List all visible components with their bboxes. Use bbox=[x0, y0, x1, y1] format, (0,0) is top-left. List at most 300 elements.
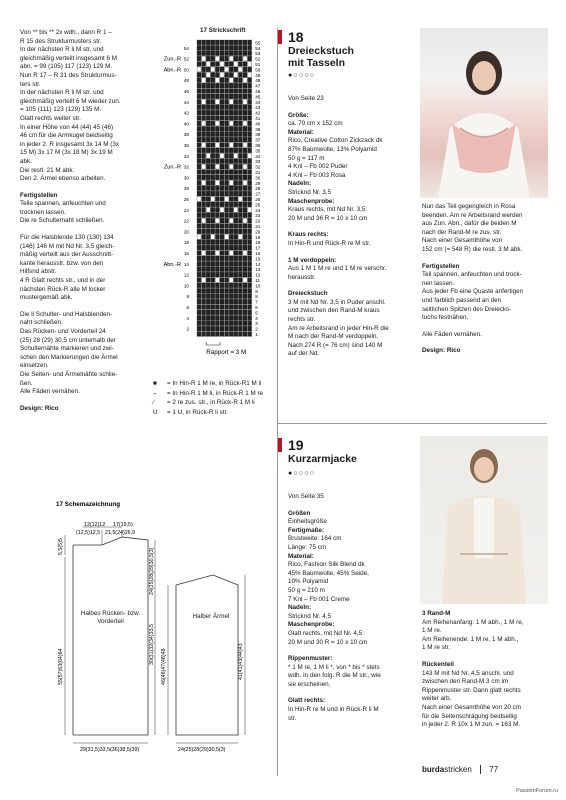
text-line: weiter arb. bbox=[422, 695, 452, 703]
text-line: ca. 70 cm x 152 cm bbox=[288, 120, 343, 128]
section-divider bbox=[277, 423, 547, 424]
chart-cell bbox=[202, 256, 206, 261]
text-line: 10% Polyamid bbox=[288, 578, 329, 586]
chart-cell bbox=[215, 153, 219, 158]
chart-cell bbox=[234, 153, 238, 158]
chart-cell bbox=[248, 164, 252, 169]
chart-cell bbox=[215, 159, 219, 164]
text-line: Maschenprobe: bbox=[288, 621, 335, 629]
chart-cell bbox=[229, 310, 233, 315]
chart-row-number: 48 bbox=[255, 78, 261, 84]
chart-cell bbox=[197, 229, 201, 234]
text-line: Teil spannen, anfeuchten und trock- bbox=[422, 271, 522, 279]
chart-cell bbox=[248, 110, 252, 115]
chart-cell bbox=[225, 240, 229, 245]
chart-cell bbox=[243, 245, 247, 250]
chart-cell bbox=[225, 148, 229, 153]
chart-cell bbox=[206, 137, 210, 142]
text-line bbox=[422, 339, 550, 347]
chart-cell bbox=[234, 62, 238, 67]
chart-cell bbox=[238, 326, 242, 331]
text-line: (25) 28 (29) 30,5 cm unterhalb der bbox=[20, 336, 116, 344]
chart-cell bbox=[234, 283, 238, 288]
chart-cell bbox=[211, 299, 215, 304]
chart-cell bbox=[243, 240, 247, 245]
text-line: Aus 1 M 1 M re und 1 M re verschr. bbox=[288, 265, 387, 273]
chart-cell bbox=[238, 56, 242, 61]
chart-cell bbox=[248, 261, 252, 266]
legend-symbol: – bbox=[153, 389, 157, 397]
chart-row-number: 49 bbox=[255, 72, 261, 78]
chart-cell bbox=[202, 251, 206, 256]
section-19-column-b bbox=[422, 610, 550, 730]
chart-cell bbox=[211, 218, 215, 223]
chart-cell bbox=[225, 278, 229, 283]
chart-cell bbox=[215, 99, 219, 104]
chart-row-number-left: 4 bbox=[186, 315, 189, 321]
chart-cell bbox=[206, 164, 210, 169]
chart-cell bbox=[202, 40, 206, 45]
chart-cell bbox=[243, 288, 247, 293]
chart-cell bbox=[202, 94, 206, 99]
chart-cell bbox=[243, 143, 247, 148]
chart-cell bbox=[225, 224, 229, 229]
legend-text: = In Hin-R 1 M re, in Rück-R1 M li bbox=[167, 380, 262, 387]
column-divider bbox=[277, 28, 278, 776]
schema-vert1: 30(31)32(34)33,5 bbox=[149, 624, 155, 665]
chart-cell bbox=[225, 229, 229, 234]
chart-cell bbox=[206, 105, 210, 110]
chart-cell bbox=[229, 224, 233, 229]
chart-cell bbox=[238, 126, 242, 131]
chart-cell bbox=[225, 143, 229, 148]
text-line: Am Reihenanfang: 1 M abh., 1 M re, bbox=[422, 618, 524, 626]
chart-cell bbox=[238, 67, 242, 72]
chart-cell bbox=[238, 159, 242, 164]
text-line bbox=[288, 104, 416, 112]
chart-cell bbox=[225, 89, 229, 94]
chart-cell bbox=[220, 121, 224, 126]
chart-cell bbox=[234, 197, 238, 202]
schema-vert2: 24(25)28(29)30,5(3) bbox=[149, 547, 155, 595]
chart-cell bbox=[197, 110, 201, 115]
text-line: Am Reihenende: 1 M re, 1 M abh., bbox=[422, 635, 519, 643]
chart-row-number-left: 10 bbox=[183, 283, 189, 289]
chart-cell bbox=[197, 78, 201, 83]
chart-cell bbox=[215, 315, 219, 320]
chart-cell bbox=[206, 83, 210, 88]
schema-title: 17 Schemazeichnung bbox=[56, 501, 121, 508]
chart-cell bbox=[197, 283, 201, 288]
chart-cell bbox=[238, 299, 242, 304]
chart-cell bbox=[211, 234, 215, 239]
text-line: herausstr. bbox=[288, 273, 316, 281]
chart-cell bbox=[206, 267, 210, 272]
text-line bbox=[422, 255, 550, 263]
chart-cell bbox=[206, 170, 210, 175]
chart-cell bbox=[229, 197, 233, 202]
chart-cell bbox=[206, 121, 210, 126]
chart-cell bbox=[234, 299, 238, 304]
chart-row-number-left: 46 bbox=[183, 89, 189, 94]
chart-cell bbox=[211, 164, 215, 169]
chart-cell bbox=[248, 310, 252, 315]
page-footer bbox=[422, 765, 498, 774]
chart-cell bbox=[202, 272, 206, 277]
chart-cell bbox=[215, 299, 219, 304]
schema-sleeve-left: 46(46)47(48)48 bbox=[161, 648, 167, 685]
chart-cell bbox=[243, 197, 247, 202]
text-line: Maschenprobe: bbox=[288, 197, 335, 205]
chart-row-number: 8 bbox=[255, 294, 258, 300]
chart-cell bbox=[238, 170, 242, 175]
chart-cell bbox=[206, 175, 210, 180]
chart-cell bbox=[202, 126, 206, 131]
chart-cell bbox=[211, 261, 215, 266]
chart-cell bbox=[211, 224, 215, 229]
text-line: Schulternähte markieren und zwi- bbox=[20, 345, 114, 353]
page-number: 77 bbox=[489, 765, 499, 774]
chart-cell bbox=[243, 256, 247, 261]
text-line: Nach einer Gesamthöhe von bbox=[422, 237, 503, 245]
section-19-column-a bbox=[288, 493, 416, 723]
chart-row-number-left: 26 bbox=[183, 197, 189, 202]
chart-cell bbox=[202, 218, 206, 223]
chart-cell bbox=[238, 191, 242, 196]
chart-cell bbox=[211, 251, 215, 256]
chart-cell bbox=[211, 72, 215, 77]
text-line: auf der Nd. bbox=[288, 350, 320, 358]
chart-cell bbox=[234, 56, 238, 61]
chart-cell bbox=[229, 137, 233, 142]
chart-cell bbox=[238, 202, 242, 207]
chart-cell bbox=[243, 299, 247, 304]
chart-cell bbox=[238, 197, 242, 202]
schema-top2: 17(19,5) bbox=[113, 522, 133, 528]
chart-cell bbox=[234, 72, 238, 77]
chart-cell bbox=[229, 153, 233, 158]
chart-cell bbox=[197, 83, 201, 88]
chart-cell bbox=[225, 305, 229, 310]
chart-cell bbox=[197, 45, 201, 50]
chart-cell bbox=[197, 67, 201, 72]
chart-cell bbox=[243, 121, 247, 126]
chart-row-number: 31 bbox=[255, 170, 261, 175]
chart-cell bbox=[197, 51, 201, 56]
chart-row-number-left: 16 bbox=[183, 251, 189, 256]
chart-cell bbox=[197, 202, 201, 207]
chart-cell bbox=[220, 186, 224, 191]
chart-cell bbox=[229, 45, 233, 50]
chart-cell bbox=[238, 164, 242, 169]
chart-cell bbox=[215, 202, 219, 207]
chart-cell bbox=[211, 283, 215, 288]
chart-cell bbox=[248, 72, 252, 77]
chart-cell bbox=[238, 283, 242, 288]
text-line: 20 M und 30 R = 10 x 10 cm bbox=[288, 638, 368, 646]
chart-cell bbox=[206, 256, 210, 261]
chart-cell bbox=[197, 213, 201, 218]
chart-cell bbox=[229, 305, 233, 310]
chart-cell bbox=[229, 83, 233, 88]
chart-cell bbox=[220, 164, 224, 169]
text-line: und farblich passend an den bbox=[422, 296, 502, 304]
chart-cell bbox=[211, 89, 215, 94]
chart-cell bbox=[215, 180, 219, 185]
chart-cell bbox=[243, 83, 247, 88]
chart-row-number: 43 bbox=[255, 105, 261, 111]
chart-cell bbox=[215, 78, 219, 83]
chart-cell bbox=[197, 191, 201, 196]
schema-left2: 55(57)63(64)64 bbox=[58, 648, 64, 685]
chart-cell bbox=[238, 251, 242, 256]
chart-row-number-left: 24 bbox=[183, 207, 189, 213]
chart-cell bbox=[211, 315, 215, 320]
text-line: Nach einer Gesamthöhe von 20 cm bbox=[422, 703, 522, 711]
chart-cell bbox=[225, 126, 229, 131]
text-line: 1 M re str. bbox=[422, 644, 450, 652]
chart-cell bbox=[243, 132, 247, 137]
text-line: 7 Knl – Fb 001 Creme bbox=[288, 595, 350, 603]
chart-cell bbox=[197, 240, 201, 245]
chart-cell bbox=[211, 240, 215, 245]
chart-row-number: 44 bbox=[255, 99, 261, 105]
chart-row-number: 55 bbox=[255, 40, 261, 46]
chart-cell bbox=[234, 126, 238, 131]
chart-cell bbox=[225, 267, 229, 272]
text-line: Größe: bbox=[288, 111, 309, 119]
chart-cell bbox=[206, 94, 210, 99]
chart-cell bbox=[225, 83, 229, 88]
chart-cell bbox=[234, 251, 238, 256]
chart-cell bbox=[243, 326, 247, 331]
chart-cell bbox=[202, 267, 206, 272]
chart-cell bbox=[229, 218, 233, 223]
chart-cell bbox=[202, 229, 206, 234]
chart-cell bbox=[248, 126, 252, 131]
chart-cell bbox=[238, 51, 242, 56]
chart-row-number-left: 52 bbox=[183, 56, 189, 62]
chart-row-number: 47 bbox=[255, 83, 261, 89]
chart-cell bbox=[206, 261, 210, 266]
chart-cell bbox=[238, 143, 242, 148]
chart-cell bbox=[238, 310, 242, 315]
chart-cell bbox=[215, 197, 219, 202]
chart-cell bbox=[225, 99, 229, 104]
text-line: Kraus rechts, mit Nd Nr. 3,5: bbox=[288, 206, 368, 214]
chart-cell bbox=[211, 170, 215, 175]
text-line: schen den Markierungen die Ärmel bbox=[20, 353, 118, 361]
chart-cell bbox=[243, 251, 247, 256]
chart-cell bbox=[243, 218, 247, 223]
section-18-title-1: Dreieckstuch bbox=[288, 45, 354, 57]
chart-cell bbox=[243, 153, 247, 158]
chart-cell bbox=[215, 305, 219, 310]
chart-row-number: 25 bbox=[255, 202, 261, 208]
chart-cell bbox=[206, 72, 210, 77]
chart-cell bbox=[234, 245, 238, 250]
chart-cell bbox=[225, 294, 229, 299]
chart-cell bbox=[234, 105, 238, 110]
chart-cell bbox=[211, 272, 215, 277]
chart-cell bbox=[238, 89, 242, 94]
chart-row-number-left: 40 bbox=[183, 121, 189, 127]
chart-row-number-left: 14 bbox=[183, 261, 189, 267]
text-line: seitlichen Spitzen des Dreiecks- bbox=[422, 305, 512, 313]
chart-title: 17 Strickschrift bbox=[200, 27, 246, 34]
text-line: 50 g = 210 m bbox=[288, 586, 325, 594]
chart-cell bbox=[229, 283, 233, 288]
chart-row-number: 10 bbox=[255, 283, 261, 289]
chart-cell bbox=[206, 207, 210, 212]
chart-cell bbox=[238, 321, 242, 326]
chart-cell bbox=[211, 229, 215, 234]
chart-row-number: 51 bbox=[255, 62, 261, 67]
chart-cell bbox=[215, 240, 219, 245]
chart-row-number: 50 bbox=[255, 67, 261, 73]
chart-cell bbox=[243, 137, 247, 142]
chart-cell bbox=[234, 94, 238, 99]
chart-cell bbox=[229, 186, 233, 191]
chart-cell bbox=[225, 186, 229, 191]
chart-cell bbox=[229, 126, 233, 131]
chart-cell bbox=[220, 105, 224, 110]
chart-cell bbox=[229, 170, 233, 175]
chart-cell bbox=[215, 326, 219, 331]
chart-cell bbox=[225, 326, 229, 331]
chart-row-number: 36 bbox=[255, 143, 261, 148]
chart-cell bbox=[197, 105, 201, 110]
chart-cell bbox=[234, 315, 238, 320]
chart-cell bbox=[238, 110, 242, 115]
chart-cell bbox=[211, 267, 215, 272]
chart-cell bbox=[206, 191, 210, 196]
chart-cell bbox=[220, 256, 224, 261]
chart-cell bbox=[229, 159, 233, 164]
chart-cell bbox=[225, 137, 229, 142]
section-19-marker bbox=[278, 438, 282, 452]
chart-row-number-left: 8 bbox=[186, 294, 189, 300]
chart-cell bbox=[206, 62, 210, 67]
section-19-title: Kurzarmjacke bbox=[288, 453, 357, 465]
text-line: und zwischen den Rand-M kraus bbox=[288, 307, 380, 315]
chart-cell bbox=[215, 45, 219, 50]
chart-cell bbox=[243, 234, 247, 239]
text-line: Rippenmuster: bbox=[288, 655, 333, 663]
chart-cell bbox=[211, 256, 215, 261]
chart-cell bbox=[225, 132, 229, 137]
chart-cell bbox=[234, 83, 238, 88]
schema-top4: 21,5(24)26,9 bbox=[105, 530, 136, 536]
chart-cell bbox=[225, 251, 229, 256]
chart-cell bbox=[243, 45, 247, 50]
chart-cell bbox=[211, 153, 215, 158]
chart-row-number: 27 bbox=[255, 191, 261, 197]
chart-cell bbox=[243, 105, 247, 110]
chart-cell bbox=[225, 164, 229, 169]
schema-top3: (12,5)12,5 bbox=[76, 530, 101, 536]
text-line: Material: bbox=[288, 552, 314, 560]
chart-cell bbox=[229, 110, 233, 115]
chart-cell bbox=[229, 51, 233, 56]
legend-item bbox=[153, 380, 278, 389]
chart-cell bbox=[197, 153, 201, 158]
chart-cell bbox=[197, 218, 201, 223]
chart-cell bbox=[211, 332, 215, 337]
chart-cell bbox=[197, 245, 201, 250]
chart-cell bbox=[215, 256, 219, 261]
text-line: Brustweite: 164 cm bbox=[288, 535, 342, 543]
chart-cell bbox=[197, 137, 201, 142]
text-line: nen lassen. bbox=[422, 279, 455, 287]
chart-cell bbox=[211, 105, 215, 110]
chart-cell bbox=[234, 261, 238, 266]
text-line: Nadeln: bbox=[288, 180, 312, 188]
chart-cell bbox=[211, 326, 215, 331]
chart-cell bbox=[202, 148, 206, 153]
text-line: 3 Rand-M bbox=[422, 610, 451, 617]
chart-cell bbox=[197, 148, 201, 153]
chart-cell bbox=[206, 110, 210, 115]
chart-row-number: 16 bbox=[255, 251, 261, 256]
chart-cell bbox=[229, 94, 233, 99]
text-line: aus Zun. Abn., dafür die beiden M bbox=[422, 220, 517, 228]
chart-cell bbox=[234, 191, 238, 196]
chart-row-number-left: 6 bbox=[186, 305, 189, 310]
chart-cell bbox=[243, 67, 247, 72]
chart-cell bbox=[229, 175, 233, 180]
chart-cell bbox=[211, 191, 215, 196]
chart-cell bbox=[229, 89, 233, 94]
schema-top1: 12(12)12 bbox=[84, 522, 106, 528]
chart-cell bbox=[197, 251, 201, 256]
chart-cell bbox=[243, 207, 247, 212]
chart-cell bbox=[248, 67, 252, 72]
chart-cell bbox=[238, 175, 242, 180]
section-19-difficulty: ●○○○○ bbox=[288, 470, 316, 477]
chart-cell bbox=[220, 191, 224, 196]
chart-row-number-left: 54 bbox=[183, 45, 189, 51]
chart-cell bbox=[206, 40, 210, 45]
text-line: Aus jeder Fb eine Quaste anfertigen bbox=[422, 288, 524, 296]
chart-row-number: 30 bbox=[255, 175, 261, 181]
chart-cell bbox=[220, 94, 224, 99]
chart-cell bbox=[215, 170, 219, 175]
chart-cell bbox=[229, 278, 233, 283]
chart-cell bbox=[234, 267, 238, 272]
chart-row-number: 42 bbox=[255, 110, 261, 116]
chart-cell bbox=[197, 126, 201, 131]
text-line bbox=[288, 249, 416, 257]
chart-cell bbox=[234, 310, 238, 315]
text-line: gleichmäßig verteilt insgesamt 6 M bbox=[20, 54, 117, 62]
chart-cell bbox=[220, 89, 224, 94]
text-line: für die Seitenschrägung beidseitig bbox=[422, 712, 517, 720]
chart-cell bbox=[229, 245, 233, 250]
section-18-column-a bbox=[288, 95, 416, 359]
chart-cell bbox=[206, 148, 210, 153]
chart-cell bbox=[238, 186, 242, 191]
chart-cell bbox=[248, 116, 252, 121]
chart-cell bbox=[215, 278, 219, 283]
chart-cell bbox=[197, 310, 201, 315]
chart-cell bbox=[206, 278, 210, 283]
chart-cell bbox=[206, 321, 210, 326]
chart-cell bbox=[197, 121, 201, 126]
chart-cell bbox=[220, 56, 224, 61]
chart-cell bbox=[197, 332, 201, 337]
chart-cell bbox=[238, 62, 242, 67]
